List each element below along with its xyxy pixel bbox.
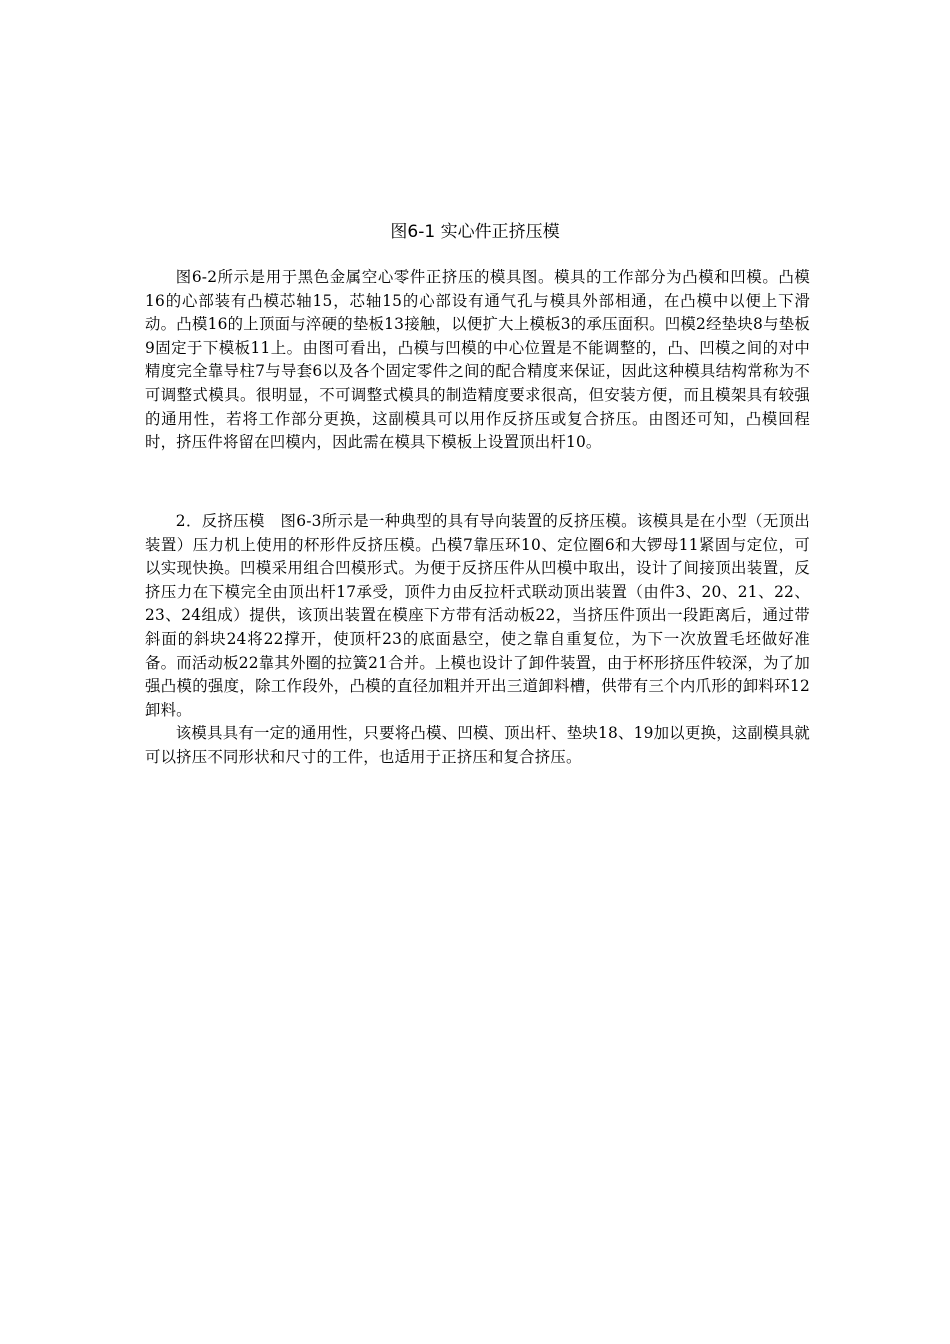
paragraph-backward-extrusion-die: 2．反挤压模 图6-3所示是一种典型的具有导向装置的反挤压模。该模具是在小型（无顶出装置）压力机上使用的杯形件反挤压模。凸模7靠压环10、定位圈6和大锣母11紧固与定位，可以实现快换。凹模采用组合凹模形式。为便于反挤压件从凹模中取出，设计了间接顶出装置，反挤压力在下模完全由顶出杆17承受，顶件力由反拉杆式联动顶出装置（由件3、20、21、22、23、24组成）提供，该顶出装置在模座下方带有活动板22，当挤压件顶出一段距离后，通过带斜面的斜块24将22撑开，使顶杆23的底面悬空，使之靠自重复位，为下一次放置毛坯做好准备。而活动板22靠其外圈的拉簧21合并。上模也设计了卸件装置，由于杯形挤压件较深，为了加强凸模的强度，除工作段外，凸模的直径加粗并开出三道卸料槽，供带有三个内爪形的卸料环12卸料。 — [145, 512, 810, 719]
text-block-forward-extrusion — [145, 266, 810, 455]
paragraph-forward-extrusion-die: 图6-2所示是用于黑色金属空心零件正挤压的模具图。模具的工作部分为凸模和凹模。凸模16的心部装有凸模芯轴15，芯轴15的心部设有通气孔与模具外部相通，在凸模中以便上下滑动。凸模16的上顶面与淬硬的垫板13接触，以便扩大上模板3的承压面积。凹模2经垫块8与垫板9固定于下模板11上。由图可看出，凸模与凹模的中心位置是不能调整的，凸、凹模之间的对中精度完全靠导柱7与导套6以及各个固定零件之间的配合精度来保证，因此这种模具结构常称为不可调整式模具。很明显，不可调整式模具的制造精度要求很高，但安装方便，而且模架具有较强的通用性，若将工作部分更换，这副模具可以用作反挤压或复合挤压。由图还可知，凸模回程时，挤压件将留在凹模内，因此需在模具下模板上设置顶出杆10。 — [145, 268, 810, 452]
text-block-backward-extrusion — [145, 510, 810, 770]
paragraph-die-versatility: 该模具具有一定的通用性，只要将凸模、凹模、顶出杆、垫块18、19加以更换，这副模具就可以挤压不同形状和尺寸的工件，也适用于正挤压和复合挤压。 — [145, 724, 810, 766]
figure-caption: 图6-1 实心件正挤压模 — [390, 222, 560, 242]
